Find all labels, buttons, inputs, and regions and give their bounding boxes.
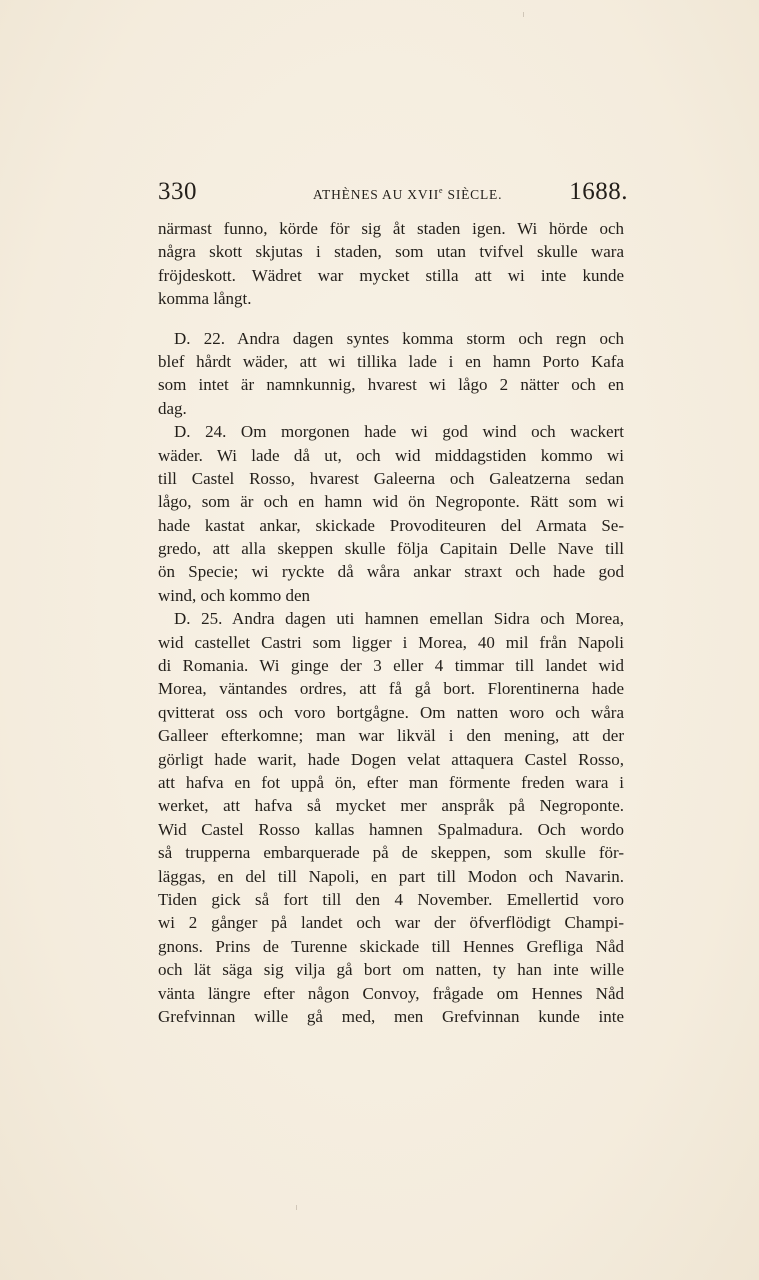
- paragraph: [158, 217, 624, 311]
- text-line: vänta längre efter någon Convoy, frågade om Hennes Nåd: [158, 983, 624, 1003]
- text-line: gredo, att alla skeppen skulle följa Capitain Delle Nave till: [158, 539, 624, 559]
- text-line: så trupperna embarquerade på de skeppen, som skulle för-: [158, 843, 624, 863]
- text-line: wind, och kommo den: [158, 585, 311, 605]
- running-head-superscript: e: [439, 186, 444, 195]
- text-line: qvitterat oss och voro bortgågne. Om natten woro och wåra: [158, 702, 624, 722]
- text-line: dag.: [158, 398, 187, 418]
- text-line: D. 22. Andra dagen syntes komma storm och regn och: [174, 328, 624, 348]
- text-line: görligt hade warit, hade Dogen velat attaquera Castel Rosso,: [158, 749, 624, 769]
- text-line: ön Specie; wi ryckte då wåra ankar straxt och hade god: [158, 562, 624, 582]
- text-line: wi 2 gånger på landet och war der öfverflödigt Champi-: [158, 913, 624, 933]
- text-line: till Castel Rosso, hvarest Galeerna och Galeatzerna sedan: [158, 468, 624, 488]
- text-line: några skott skjutas i staden, som utan tvifvel skulle wara: [158, 242, 624, 262]
- text-line: och lät säga sig vilja gå bort om natten, ty han inte wille: [158, 960, 624, 980]
- running-head: [313, 186, 502, 203]
- text-line: som intet är namnkunnig, hvarest wi lågo 2 nätter och en: [158, 375, 624, 395]
- paragraph: [158, 327, 624, 421]
- text-line: komma långt.: [158, 289, 252, 309]
- text-line: wäder. Wi lade då ut, och wid middagstiden kommo wi: [158, 445, 624, 465]
- page-header: [158, 178, 628, 212]
- text-line: närmast funno, körde för sig åt staden igen. Wi hörde och: [158, 219, 624, 238]
- year-heading: 1688.: [569, 178, 628, 205]
- text-line: D. 25. Andra dagen uti hamnen emellan Sidra och Morea,: [174, 609, 624, 629]
- page-number: 330: [158, 178, 197, 205]
- text-line: Galleer efterkomne; man war likväl i den mening, att der: [158, 726, 624, 746]
- text-line: Morea, väntandes ordres, att få gå bort. Florentinerna hade: [158, 679, 624, 699]
- text-line: lågo, som är och en hamn wid ön Negroponte. Rätt som wi: [158, 492, 624, 512]
- text-line: Tiden gick så fort till den 4 November. Emellertid voro: [158, 889, 624, 909]
- paragraph-gap: [158, 311, 624, 327]
- paper-speck: [296, 1205, 297, 1210]
- text-line: D. 24. Om morgonen hade wi god wind och wackert: [174, 422, 624, 442]
- text-line: werket, att hafva så mycket mer anspråk på Negroponte.: [158, 796, 624, 816]
- paragraph: [158, 420, 624, 607]
- text-line: att hafva en fot uppå ön, efter man förmente freden wara i: [158, 772, 624, 792]
- text-line: fröjdeskott. Wädret war mycket stilla att wi inte kunde: [158, 265, 624, 285]
- text-line: blef hårdt wäder, att wi tillika lade i en hamn Porto Kafa: [158, 351, 624, 371]
- running-head-suffix: SIÈCLE.: [443, 187, 503, 202]
- text-line: Grefvinnan wille gå med, men Grefvinnan kunde inte: [158, 1006, 624, 1026]
- text-line: di Romania. Wi ginge der 3 eller 4 timmar till landet wid: [158, 656, 624, 676]
- text-line: Wid Castel Rosso kallas hamnen Spalmadura. Och wordo: [158, 819, 624, 839]
- body-text: [158, 217, 624, 1028]
- text-line: wid castellet Castri som ligger i Morea, 40 mil från Napoli: [158, 632, 624, 652]
- paper-speck: [523, 12, 524, 17]
- paragraph: [158, 607, 624, 1028]
- running-head-title: ATHÈNES AU XVII: [313, 187, 439, 202]
- text-line: hade kastat ankar, skickade Provoditeuren del Armata Se-: [158, 515, 624, 535]
- text-line: läggas, en del till Napoli, en part till Modon och Navarin.: [158, 866, 624, 886]
- text-line: gnons. Prins de Turenne skickade till Hennes Grefliga Nåd: [158, 936, 624, 956]
